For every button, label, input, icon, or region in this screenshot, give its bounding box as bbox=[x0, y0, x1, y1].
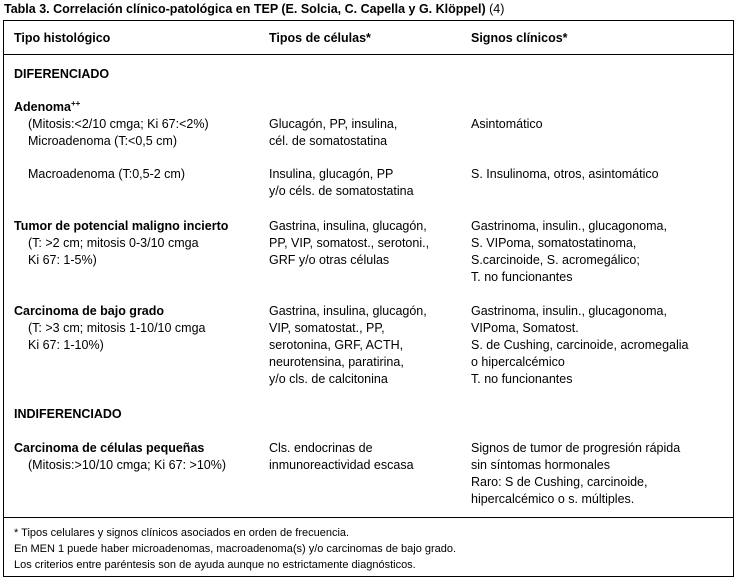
carcinoma-bajo-signs-5: T. no funcionantes bbox=[471, 372, 573, 386]
macroadenoma-signs-1: S. Insulinoma, otros, asintomático bbox=[471, 167, 659, 181]
caption-label: Tabla 3. bbox=[4, 2, 50, 16]
tumor-cells-2: PP, VIP, somatost., serotoni., bbox=[269, 236, 430, 250]
carcinoma-bajo-cells-5: y/o cls. de calcitonina bbox=[269, 372, 388, 386]
carcinoma-peq-name: Carcinoma de células pequeñas bbox=[14, 441, 205, 455]
header-signos-clinicos: Signos clínicos* bbox=[471, 31, 568, 45]
macroadenoma-cells-2: y/o céls. de somatostatina bbox=[269, 184, 414, 198]
carcinoma-peq-cells-1: Cls. endocrinas de bbox=[269, 441, 373, 455]
macroadenoma-cells-1: Insulina, glucagón, PP bbox=[269, 167, 394, 181]
carcinoma-bajo-cells-4: neurotensina, paratirina, bbox=[269, 355, 404, 369]
tumor-criteria-1: (T: >2 cm; mitosis 0-3/10 cmga bbox=[28, 236, 199, 250]
tumor-cells-3: GRF y/o otras células bbox=[269, 253, 390, 267]
carcinoma-peq-criteria: (Mitosis:>10/10 cmga; Ki 67: >10%) bbox=[28, 458, 227, 472]
microadenoma-cells-2: cél. de somatostatina bbox=[269, 134, 388, 148]
adenoma-sup: ++ bbox=[70, 98, 81, 108]
table-caption bbox=[4, 1, 504, 18]
macroadenoma-name: Macroadenoma (T:0,5-2 cm) bbox=[28, 167, 186, 181]
tumor-signs-2: S. VIPoma, somatostatinoma, bbox=[471, 236, 637, 250]
caption-title: Correlación clínico-patológica en TEP (E. Solcia, C. Capella y G. Klöppel) bbox=[53, 2, 486, 16]
carcinoma-bajo-criteria-2: Ki 67: 1-10%) bbox=[28, 338, 104, 352]
tumor-signs-3: S.carcinoide, S. acromegálico; bbox=[471, 253, 640, 267]
header-tipos-de-celulas: Tipos de células* bbox=[269, 31, 371, 45]
microadenoma-signs-1: Asintomático bbox=[471, 117, 543, 131]
tumor-cells-1: Gastrina, insulina, glucagón, bbox=[269, 219, 427, 233]
tumor-signs-4: T. no funcionantes bbox=[471, 270, 573, 284]
table bbox=[3, 20, 734, 577]
adenoma-criteria: (Mitosis:<2/10 cmga; Ki 67:<2%) bbox=[28, 117, 209, 131]
footnote-3: Los criterios entre paréntesis son de ayuda aunque no estrictamente diagnósticos. bbox=[14, 559, 416, 571]
carcinoma-bajo-name: Carcinoma de bajo grado bbox=[14, 304, 165, 318]
caption-reference: (4) bbox=[489, 2, 505, 16]
carcinoma-peq-signs-1: Signos de tumor de progresión rápida bbox=[471, 441, 681, 455]
carcinoma-bajo-criteria-1: (T: >3 cm; mitosis 1-10/10 cmga bbox=[28, 321, 206, 335]
tumor-name: Tumor de potencial maligno incierto bbox=[14, 219, 229, 233]
section-indiferenciado: INDIFERENCIADO bbox=[14, 407, 122, 421]
carcinoma-bajo-cells-3: serotonina, GRF, ACTH, bbox=[269, 338, 404, 352]
adenoma-name bbox=[14, 99, 80, 116]
carcinoma-peq-signs-3: Raro: S de Cushing, carcinoide, bbox=[471, 475, 648, 489]
footnote-divider bbox=[4, 517, 733, 518]
carcinoma-peq-cells-2: inmunoreactividad escasa bbox=[269, 458, 414, 472]
footnote-1: * Tipos celulares y signos clínicos asociados en orden de frecuencia. bbox=[14, 527, 350, 539]
adenoma-name-text: Adenoma bbox=[14, 100, 71, 114]
carcinoma-bajo-signs-2: VIPoma, Somatost. bbox=[471, 321, 579, 335]
carcinoma-bajo-signs-4: o hipercalcémico bbox=[471, 355, 565, 369]
footnote-2: En MEN 1 puede haber microadenomas, macroadenoma(s) y/o carcinomas de bajo grado. bbox=[14, 543, 457, 555]
carcinoma-bajo-cells-2: VIP, somatostat., PP, bbox=[269, 321, 385, 335]
carcinoma-bajo-cells-1: Gastrina, insulina, glucagón, bbox=[269, 304, 427, 318]
microadenoma-cells-1: Glucagón, PP, insulina, bbox=[269, 117, 398, 131]
header-divider bbox=[4, 54, 733, 55]
carcinoma-bajo-signs-3: S. de Cushing, carcinoide, acromegalia bbox=[471, 338, 689, 352]
microadenoma-name: Microadenoma (T:<0,5 cm) bbox=[28, 134, 178, 148]
tumor-signs-1: Gastrinoma, insulin., glucagonoma, bbox=[471, 219, 667, 233]
header-tipo-histologico: Tipo histológico bbox=[14, 31, 111, 45]
carcinoma-peq-signs-4: hipercalcémico o s. múltiples. bbox=[471, 492, 635, 506]
carcinoma-bajo-signs-1: Gastrinoma, insulin., glucagonoma, bbox=[471, 304, 667, 318]
tumor-criteria-2: Ki 67: 1-5%) bbox=[28, 253, 97, 267]
carcinoma-peq-signs-2: sin síntomas hormonales bbox=[471, 458, 610, 472]
section-diferenciado: DIFERENCIADO bbox=[14, 67, 110, 81]
